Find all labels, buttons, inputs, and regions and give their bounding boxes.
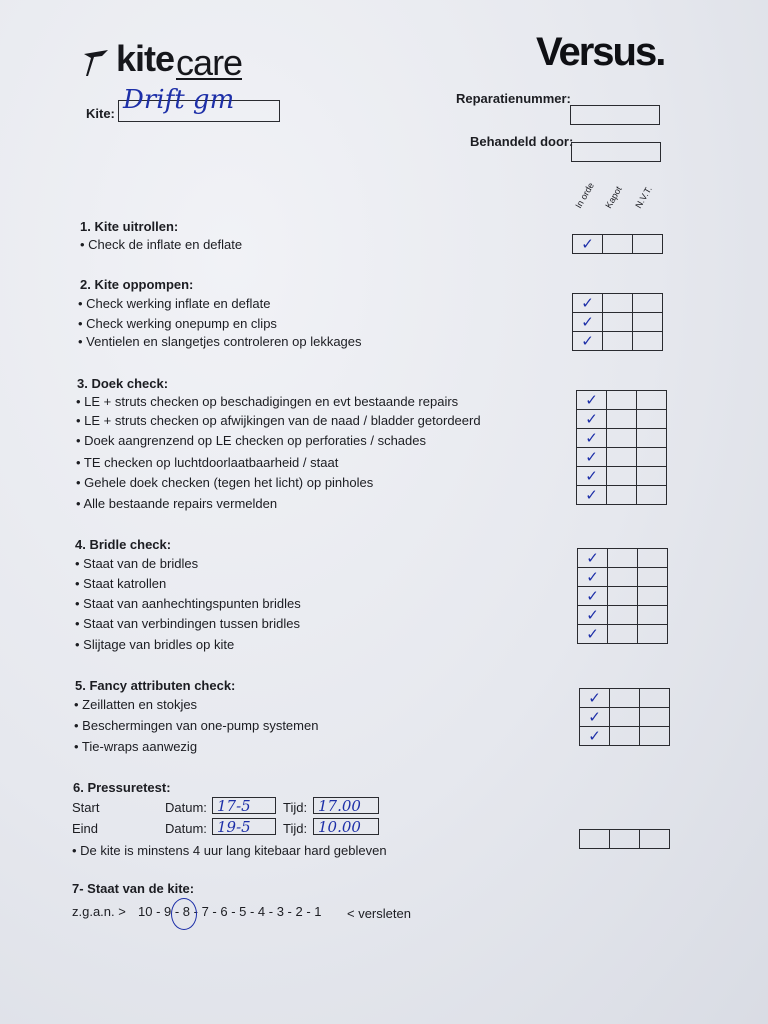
kite-value: Drift gm <box>123 85 235 115</box>
end-date-field[interactable]: 19-5 <box>212 818 276 835</box>
check-cell-in-orde[interactable]: ✓ <box>578 625 608 644</box>
section-3-grid <box>576 390 667 505</box>
section-1-title: 1. Kite uitrollen: <box>80 219 179 234</box>
section-3-title: 3. Doek check: <box>77 376 169 391</box>
check-cell-kapot[interactable] <box>608 568 638 587</box>
section-5-row <box>580 689 670 708</box>
column-nvt: N.V.T. <box>633 184 654 210</box>
check-cell-in-orde[interactable]: ✓ <box>577 429 607 448</box>
check-cell-kapot[interactable] <box>603 313 633 332</box>
kitecare-logo-suffix: care <box>176 42 243 83</box>
check-cell-in-orde[interactable]: ✓ <box>573 235 603 254</box>
section-4-item: • Staat van aanhechtingspunten bridles <box>75 596 301 611</box>
end-label: Eind <box>72 821 99 836</box>
check-cell-kapot[interactable] <box>607 486 637 505</box>
check-cell-kapot[interactable] <box>603 235 633 254</box>
section-3-row <box>577 391 667 410</box>
section-3-item: • Gehele doek checken (tegen het licht) op pinholes <box>76 475 374 490</box>
end-time-label: Tijd: <box>283 821 308 836</box>
section-2-item: • Ventielen en slangetjes controleren op lekkages <box>78 334 362 349</box>
section-3-item: • Alle bestaande repairs vermelden <box>76 496 278 511</box>
condition-right-label: < versleten <box>347 906 411 921</box>
check-cell-nvt[interactable] <box>637 410 667 429</box>
section-5-grid <box>579 688 670 746</box>
section-4-row <box>578 587 668 606</box>
check-cell-in-orde[interactable]: ✓ <box>578 587 608 606</box>
section-2-item: • Check werking onepump en clips <box>78 316 277 331</box>
versus-logo: Versus. <box>536 30 665 74</box>
start-time-label: Tijd: <box>283 800 308 815</box>
column-kapot: Kapot <box>603 184 624 210</box>
check-cell-kapot[interactable] <box>610 830 640 849</box>
section-4-item: • Staat van verbindingen tussen bridles <box>75 616 300 631</box>
section-1-item: • Check de inflate en deflate <box>80 237 243 252</box>
section-3-row <box>577 429 667 448</box>
check-cell-nvt[interactable] <box>638 568 668 587</box>
check-cell-kapot[interactable] <box>607 448 637 467</box>
section-5-row <box>580 708 670 727</box>
check-cell-kapot[interactable] <box>608 606 638 625</box>
repair-number-label: Reparatienummer: <box>456 91 571 106</box>
kite-field[interactable] <box>118 85 280 122</box>
check-cell-nvt[interactable] <box>640 708 670 727</box>
check-cell-in-orde[interactable]: ✓ <box>580 708 610 727</box>
check-cell-kapot[interactable] <box>607 391 637 410</box>
check-cell-nvt[interactable] <box>637 448 667 467</box>
section-5-item: • Zeillatten en stokjes <box>74 697 198 712</box>
check-cell-nvt[interactable] <box>638 625 668 644</box>
section-3-item: • LE + struts checken op beschadigingen en evt bestaande repairs <box>76 394 459 409</box>
section-4-row <box>578 606 668 625</box>
check-cell-in-orde[interactable]: ✓ <box>577 391 607 410</box>
check-cell-kapot[interactable] <box>608 587 638 606</box>
section-4-row <box>578 549 668 568</box>
check-cell-in-orde[interactable]: ✓ <box>580 727 610 746</box>
kitecare-logo <box>82 38 243 83</box>
handled-by-label: Behandeld door: <box>470 134 574 149</box>
section-3-row <box>577 448 667 467</box>
check-cell-nvt[interactable] <box>640 830 670 849</box>
section-3-item: • TE checken op luchtdoorlaatbaarheid / staat <box>76 455 339 470</box>
section-4-item: • Staat van de bridles <box>75 556 199 571</box>
section-2-row <box>573 294 663 313</box>
section-4-item: • Slijtage van bridles op kite <box>75 637 235 652</box>
check-cell-kapot[interactable] <box>607 467 637 486</box>
check-cell-nvt[interactable] <box>640 689 670 708</box>
check-cell-in-orde[interactable]: ✓ <box>573 332 603 351</box>
check-cell-nvt[interactable] <box>637 467 667 486</box>
condition-scale[interactable]: 10 - 9 - 8 - 7 - 6 - 5 - 4 - 3 - 2 - 1 <box>138 904 322 919</box>
check-cell-nvt[interactable] <box>633 313 663 332</box>
check-cell-in-orde[interactable]: ✓ <box>577 410 607 429</box>
check-cell-nvt[interactable] <box>633 294 663 313</box>
check-cell-in-orde[interactable]: ✓ <box>577 467 607 486</box>
check-cell-nvt[interactable] <box>637 429 667 448</box>
start-time-field[interactable]: 17.00 <box>313 797 379 814</box>
check-cell-nvt[interactable] <box>637 391 667 410</box>
section-4-row <box>578 568 668 587</box>
start-date-field[interactable]: 17-5 <box>212 797 276 814</box>
section-5-title: 5. Fancy attributen check: <box>75 678 236 693</box>
section-2-grid <box>572 293 663 351</box>
check-cell-kapot[interactable] <box>608 549 638 568</box>
section-2-row <box>573 313 663 332</box>
check-cell-kapot[interactable] <box>603 332 633 351</box>
check-cell-nvt[interactable] <box>638 549 668 568</box>
section-2-item: • Check werking inflate en deflate <box>78 296 271 311</box>
check-cell-kapot[interactable] <box>603 294 633 313</box>
kitecare-logo-text: kite <box>116 38 175 79</box>
check-cell-kapot[interactable] <box>607 410 637 429</box>
section-2-row <box>573 332 663 351</box>
end-time-field[interactable]: 10.00 <box>313 818 379 835</box>
column-in-orde: In orde <box>573 180 597 210</box>
check-cell-nvt[interactable] <box>637 486 667 505</box>
check-cell-in-orde[interactable]: ✓ <box>573 294 603 313</box>
repair-number-field[interactable] <box>570 105 660 125</box>
section-4-row <box>578 625 668 644</box>
pressure-note: • De kite is minstens 4 uur lang kitebaar hard gebleven <box>72 843 387 858</box>
section-4-grid <box>577 548 668 644</box>
section-4-item: • Staat katrollen <box>75 576 167 591</box>
section-5-item: • Tie-wraps aanwezig <box>74 739 198 754</box>
check-cell-nvt[interactable] <box>633 332 663 351</box>
check-cell-in-orde[interactable]: ✓ <box>580 689 610 708</box>
check-cell-kapot[interactable] <box>610 727 640 746</box>
check-cell-kapot[interactable] <box>607 429 637 448</box>
section-3-row <box>577 467 667 486</box>
section-3-item: • Doek aangrenzend op LE checken op perforaties / schades <box>76 433 426 448</box>
section-6-row <box>580 830 670 849</box>
section-6-title: 6. Pressuretest: <box>73 780 171 795</box>
check-cell-in-orde[interactable]: ✓ <box>577 448 607 467</box>
selected-condition-circle <box>171 898 197 930</box>
section-6-grid <box>579 829 670 849</box>
check-cell-in-orde[interactable]: ✓ <box>577 486 607 505</box>
check-cell-nvt[interactable] <box>633 235 663 254</box>
section-4-title: 4. Bridle check: <box>75 537 172 552</box>
section-5-row <box>580 727 670 746</box>
start-label: Start <box>72 800 100 815</box>
check-cell-nvt[interactable] <box>638 587 668 606</box>
section-2-title: 2. Kite oppompen: <box>80 277 194 292</box>
section-1-grid <box>572 234 663 254</box>
kite-label: Kite: <box>86 106 115 121</box>
check-cell-in-orde[interactable]: ✓ <box>573 313 603 332</box>
section-7-title: 7- Staat van de kite: <box>72 881 195 896</box>
check-cell-kapot[interactable] <box>608 625 638 644</box>
condition-left-label: z.g.a.n. > <box>72 904 126 919</box>
check-cell-in-orde[interactable] <box>580 830 610 849</box>
section-3-row <box>577 410 667 429</box>
check-cell-nvt[interactable] <box>640 727 670 746</box>
section-5-item: • Beschermingen van one-pump systemen <box>74 718 319 733</box>
start-date-label: Datum: <box>165 800 207 815</box>
section-3-row <box>577 486 667 505</box>
check-cell-in-orde[interactable]: ✓ <box>578 568 608 587</box>
check-cell-kapot[interactable] <box>610 708 640 727</box>
check-cell-nvt[interactable] <box>638 606 668 625</box>
section-1-row <box>573 235 663 254</box>
kite-logo-icon <box>82 48 112 80</box>
check-cell-in-orde[interactable]: ✓ <box>578 606 608 625</box>
check-cell-in-orde[interactable]: ✓ <box>578 549 608 568</box>
section-3-item: • LE + struts checken op afwijkingen van de naad / bladder getordeerd <box>76 413 481 428</box>
handled-by-field[interactable] <box>571 142 661 162</box>
end-date-label: Datum: <box>165 821 207 836</box>
check-cell-kapot[interactable] <box>610 689 640 708</box>
